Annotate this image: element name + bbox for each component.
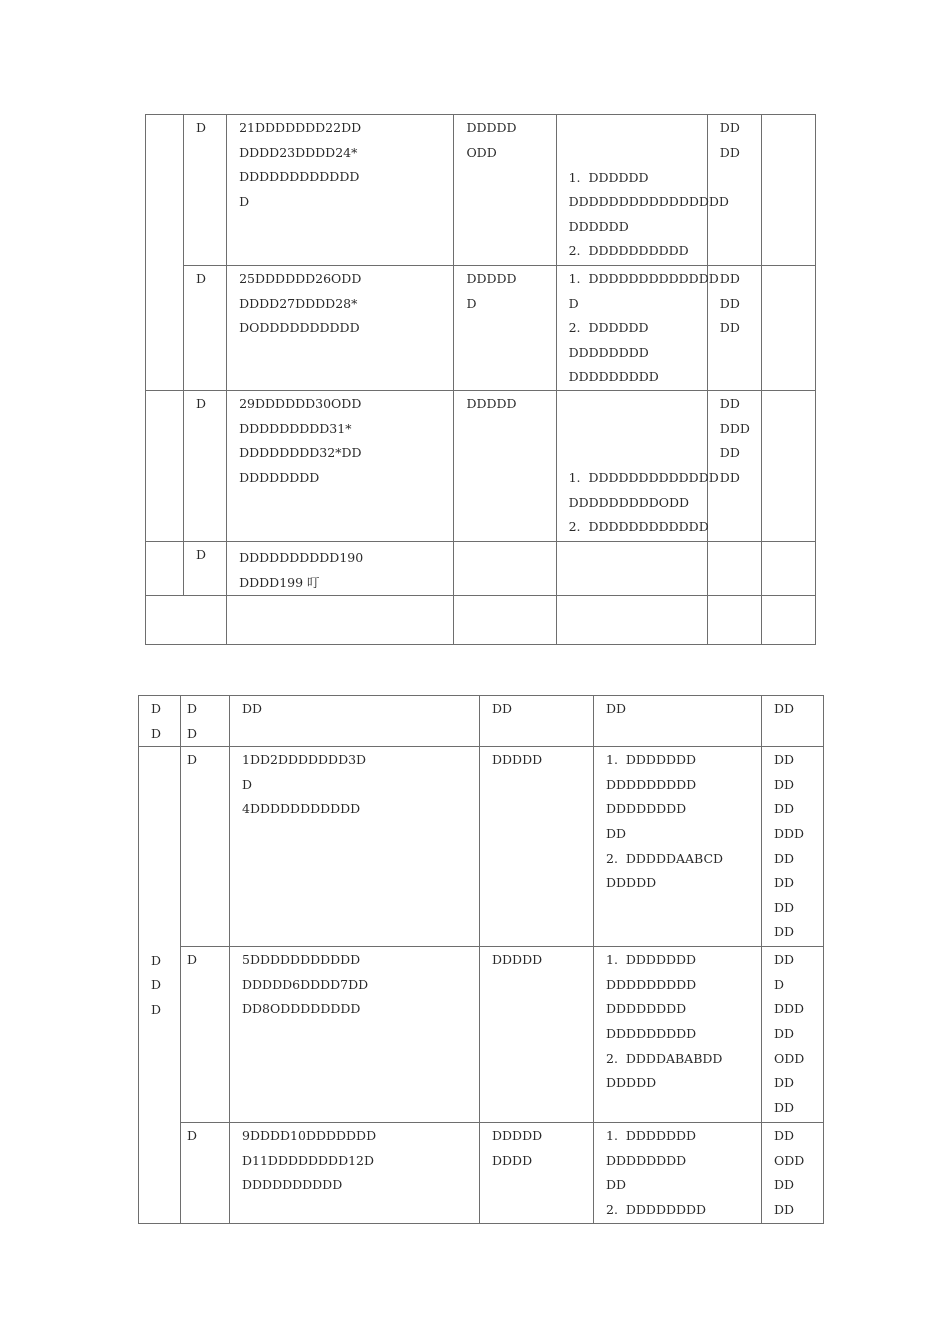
type-cell: DDDDD (480, 947, 594, 1123)
table-row (139, 1123, 824, 1224)
requirement-cell: 1. DDDDDDD DDDDDDDDD DDDDDDDD DD 2. DDDDDAABCD DDDDD (594, 747, 762, 947)
hours-cell: DD ODD DD DD (762, 1123, 824, 1224)
index-cell: D (184, 266, 227, 391)
requirement-cell: 1. DDDDDDD DDDDDDDDD DDDDDDDD DDDDDDDDD 2. DDDDABABDD DDDDD (594, 947, 762, 1123)
table-row (146, 596, 816, 645)
hours-cell: DD DD DD DDD DD DD DD DD (762, 747, 824, 947)
hours-cell: DD DD DD (707, 266, 761, 391)
header-cell: D D (181, 696, 230, 747)
notes-cell (761, 115, 815, 266)
content-cell: 5DDDDDDDDDDD DDDDD6DDDD7DD DD8ODDDDDDDD (230, 947, 480, 1123)
table-row (139, 747, 824, 947)
requirement-cell (556, 596, 707, 645)
header-cell: DD (230, 696, 480, 747)
content-cell: 25DDDDDD26ODD DDDD27DDDD28* DODDDDDDDDDD (227, 266, 454, 391)
index-cell: D (184, 391, 227, 542)
schedule-table-bottom (138, 695, 824, 1224)
table-row (146, 391, 816, 542)
requirement-cell: 1. DDDDDDDDDDDDD D 2. DDDDDD DDDDDDDD DDDDDDDDD (556, 266, 707, 391)
notes-cell (761, 542, 815, 596)
hours-cell: DD D DDD DD ODD DD DD (762, 947, 824, 1123)
type-cell: DDDDD (454, 391, 556, 542)
index-cell: D (181, 947, 230, 1123)
hours-cell (707, 596, 761, 645)
table-row (146, 266, 816, 391)
group-cell (146, 115, 184, 391)
header-cell: D D (139, 696, 181, 747)
content-cell: 21DDDDDDD22DD DDDD23DDDD24* DDDDDDDDDDDD D (227, 115, 454, 266)
notes-cell (761, 266, 815, 391)
requirement-cell: 1. DDDDDDD DDDDDDDD DD 2. DDDDDDDD (594, 1123, 762, 1224)
hours-cell: DD DD (707, 115, 761, 266)
table-row (139, 947, 824, 1123)
schedule-table-top (145, 114, 816, 645)
header-cell: DD (594, 696, 762, 747)
index-cell: D (181, 747, 230, 947)
content-cell: 1DD2DDDDDDD3D D 4DDDDDDDDDDD (230, 747, 480, 947)
table-row (146, 115, 816, 266)
content-cell: 29DDDDDD30ODD DDDDDDDDD31* DDDDDDDD32*DD DDDDDDDD (227, 391, 454, 542)
requirement-cell: 1. DDDDDDDDDDDDD DDDDDDDDDODD 2. DDDDDDDDDDDD (556, 391, 707, 542)
hours-cell: DD DDD DD DD (707, 391, 761, 542)
header-cell: DD (480, 696, 594, 747)
content-cell: 9DDDD10DDDDDDD D11DDDDDDDD12D DDDDDDDDDD (230, 1123, 480, 1224)
type-cell (454, 542, 556, 596)
content-cell: DDDDDDDDDD190 DDDD199 叮 (227, 542, 454, 596)
type-cell: DDDDD ODD (454, 115, 556, 266)
group-cell (146, 391, 184, 542)
type-cell: DDDDD DDDD (480, 1123, 594, 1224)
group-cell: D D D (139, 747, 181, 1224)
group-cell (146, 542, 184, 596)
table-row (146, 542, 816, 596)
type-cell (454, 596, 556, 645)
table-header-row (139, 696, 824, 747)
group-cell (146, 596, 227, 645)
requirement-cell (556, 542, 707, 596)
notes-cell (761, 596, 815, 645)
index-cell: D (181, 1123, 230, 1224)
index-cell: D (184, 542, 227, 596)
type-cell: DDDDD D (454, 266, 556, 391)
requirement-cell: 1. DDDDDD DDDDDDDDDDDDDDDD DDDDDD 2. DDDDDDDDDD (556, 115, 707, 266)
content-cell (227, 596, 454, 645)
type-cell: DDDDD (480, 747, 594, 947)
notes-cell (761, 391, 815, 542)
header-cell: DD (762, 696, 824, 747)
hours-cell (707, 542, 761, 596)
index-cell: D (184, 115, 227, 266)
